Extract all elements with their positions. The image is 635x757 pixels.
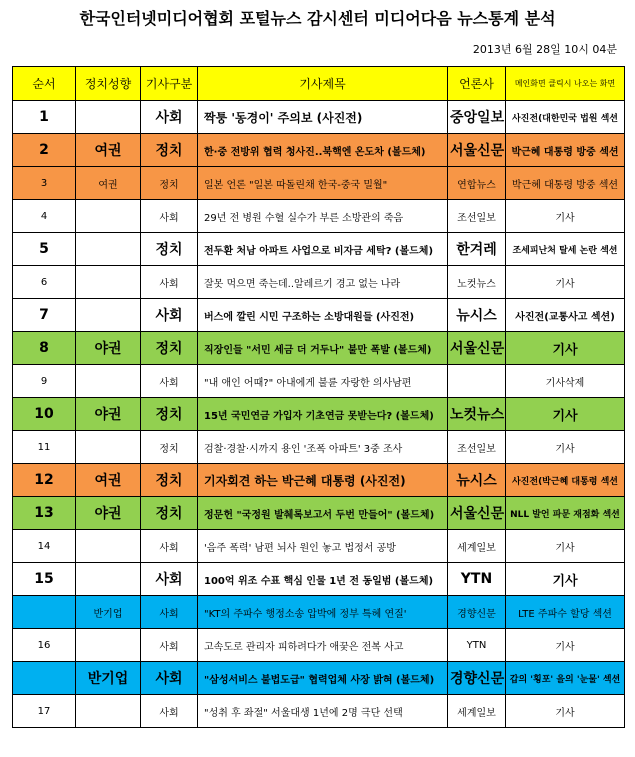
row-order: 12 [13,464,76,497]
row-press: 서울신문 [448,134,506,167]
row-order: 13 [13,497,76,530]
row-press: YTN [448,563,506,596]
row-category: 사회 [141,101,198,134]
row-category: 사회 [141,365,198,398]
row-order: 4 [13,200,76,233]
row-order: 7 [13,299,76,332]
row-headline: "삼성서비스 불법도급" 협력업체 사장 밝혀 (볼드체) [198,662,448,695]
table-row [13,398,625,431]
row-politics: 여권 [76,134,141,167]
row-politics [76,299,141,332]
row-headline: 검찰·경찰·시까지 용인 '조폭 아파트' 3중 조사 [198,431,448,464]
row-politics [76,431,141,464]
row-position: 기사 [506,266,625,299]
row-headline: 일본 언론 "일본 따돌린채 한국-중국 밀월" [198,167,448,200]
row-press [448,365,506,398]
table-row [13,464,625,497]
row-category: 사회 [141,629,198,662]
row-position: 기사 [506,530,625,563]
row-category: 정치 [141,464,198,497]
row-politics [76,101,141,134]
row-press: 노컷뉴스 [448,398,506,431]
row-politics: 여권 [76,167,141,200]
col-order-header: 순서 [13,67,76,101]
row-press: 뉴시스 [448,299,506,332]
row-position: NLL 발언 파문 재점화 섹션 [506,497,625,530]
row-order [13,596,76,629]
row-position: 사진전(박근혜 대통령 섹션 [506,464,625,497]
row-politics [76,365,141,398]
table-row [13,530,625,563]
row-headline: 15년 국민연금 가입자 기초연금 못받는다? (볼드체) [198,398,448,431]
row-press: 연합뉴스 [448,167,506,200]
row-press: 세계일보 [448,695,506,728]
table-row [13,695,625,728]
row-order: 1 [13,101,76,134]
table-row [13,596,625,629]
row-politics: 야권 [76,497,141,530]
row-category: 사회 [141,695,198,728]
row-headline: 한·중 전방위 협력 청사진..북핵엔 온도차 (볼드체) [198,134,448,167]
table-row [13,167,625,200]
row-category: 정치 [141,431,198,464]
row-category: 정치 [141,167,198,200]
row-headline: 잘못 먹으면 죽는데..알레르기 경고 없는 나라 [198,266,448,299]
row-category: 사회 [141,563,198,596]
col-headline-header: 기사제목 [198,67,448,101]
table-row [13,200,625,233]
row-position: 사진전(대한민국 법원 섹션 [506,101,625,134]
row-position: 기사삭제 [506,365,625,398]
row-headline: 직장인들 "서민 세금 더 거두나" 불만 폭발 (볼드체) [198,332,448,365]
row-category: 정치 [141,332,198,365]
row-order: 15 [13,563,76,596]
row-headline: "KT의 주파수 행정소송 압박에 정부 특혜 연질' [198,596,448,629]
table-row [13,101,625,134]
row-position: 갑의 '횡포' 을의 '눈물' 섹션 [506,662,625,695]
row-press: 서울신문 [448,332,506,365]
row-category: 사회 [141,530,198,563]
row-headline: 100억 위조 수표 핵심 인물 1년 전 동일범 (볼드체) [198,563,448,596]
table-row [13,332,625,365]
table-row [13,431,625,464]
row-politics [76,266,141,299]
row-headline: 전두환 처남 아파트 사업으로 비자금 세탁? (볼드체) [198,233,448,266]
table-row [13,134,625,167]
row-order: 14 [13,530,76,563]
table-row [13,365,625,398]
table-row [13,299,625,332]
row-politics [76,233,141,266]
row-position: 사진전(교통사고 섹션) [506,299,625,332]
row-press: YTN [448,629,506,662]
row-position: 기사 [506,695,625,728]
row-press: 중앙일보 [448,101,506,134]
row-politics: 야권 [76,332,141,365]
row-headline: 기자회견 하는 박근혜 대통령 (사진전) [198,464,448,497]
row-headline: 고속도로 관리자 피하려다가 애꿎은 전복 사고 [198,629,448,662]
page-title: 한국인터넷미디어협회 포털뉴스 감시센터 미디어다음 뉴스통계 분석 [79,9,556,28]
row-position: 조세피난처 탈세 논란 섹션 [506,233,625,266]
row-order: 17 [13,695,76,728]
header-row [13,67,625,101]
row-position: 기사 [506,431,625,464]
row-politics: 여권 [76,464,141,497]
col-category-header: 기사구분 [141,67,198,101]
row-position: 기사 [506,398,625,431]
row-press: 경향신문 [448,662,506,695]
row-category: 정치 [141,233,198,266]
row-order: 16 [13,629,76,662]
row-order: 9 [13,365,76,398]
table-row [13,497,625,530]
table-row [13,662,625,695]
row-category: 사회 [141,200,198,233]
row-politics: 반기업 [76,596,141,629]
row-politics [76,530,141,563]
row-headline: 짝퉁 '동경이' 주의보 (사진전) [198,101,448,134]
row-position: 기사 [506,563,625,596]
row-press: 한겨레 [448,233,506,266]
row-order: 10 [13,398,76,431]
table-row [13,233,625,266]
row-position: 기사 [506,200,625,233]
row-order [13,662,76,695]
row-position: 기사 [506,629,625,662]
row-headline: '음주 폭력' 남편 뇌사 원인 놓고 법정서 공방 [198,530,448,563]
row-politics [76,695,141,728]
row-headline: 정문헌 "국정원 발췌록보고서 두번 만들어" (볼드체) [198,497,448,530]
row-press: 조선일보 [448,431,506,464]
row-press: 경향신문 [448,596,506,629]
row-category: 사회 [141,299,198,332]
row-politics [76,563,141,596]
row-position: LTE 주파수 할당 섹션 [506,596,625,629]
row-headline: "내 애인 어때?" 아내에게 불륜 자랑한 의사남편 [198,365,448,398]
table-row [13,266,625,299]
col-position-header: 메인화면 클릭시 나오는 화면 [506,67,625,101]
row-politics [76,629,141,662]
row-category: 사회 [141,662,198,695]
row-press: 세계일보 [448,530,506,563]
table-row [13,629,625,662]
row-press: 서울신문 [448,497,506,530]
row-press: 노컷뉴스 [448,266,506,299]
row-headline: 버스에 깔린 시민 구조하는 소방대원들 (사진전) [198,299,448,332]
row-category: 정치 [141,398,198,431]
col-press-header: 언론사 [448,67,506,101]
row-headline: "성취 후 좌절" 서울대생 1년에 2명 극단 선택 [198,695,448,728]
table-row [13,563,625,596]
row-category: 사회 [141,266,198,299]
row-press: 뉴시스 [448,464,506,497]
row-position: 박근혜 대통령 방중 섹션 [506,134,625,167]
row-position: 박근혜 대통령 방중 섹션 [506,167,625,200]
row-politics: 야권 [76,398,141,431]
row-order: 2 [13,134,76,167]
row-category: 정치 [141,497,198,530]
col-politics-header: 정치성향 [76,67,141,101]
row-position: 기사 [506,332,625,365]
row-order: 5 [13,233,76,266]
row-order: 3 [13,167,76,200]
row-politics [76,200,141,233]
row-order: 11 [13,431,76,464]
row-category: 사회 [141,596,198,629]
row-headline: 29년 전 병원 수혈 실수가 부른 소방관의 죽음 [198,200,448,233]
row-press: 조선일보 [448,200,506,233]
timestamp: 2013년 6월 28일 10시 04분 [472,43,617,56]
row-order: 8 [13,332,76,365]
row-order: 6 [13,266,76,299]
news-stats-table [12,66,625,728]
row-category: 정치 [141,134,198,167]
row-politics: 반기업 [76,662,141,695]
